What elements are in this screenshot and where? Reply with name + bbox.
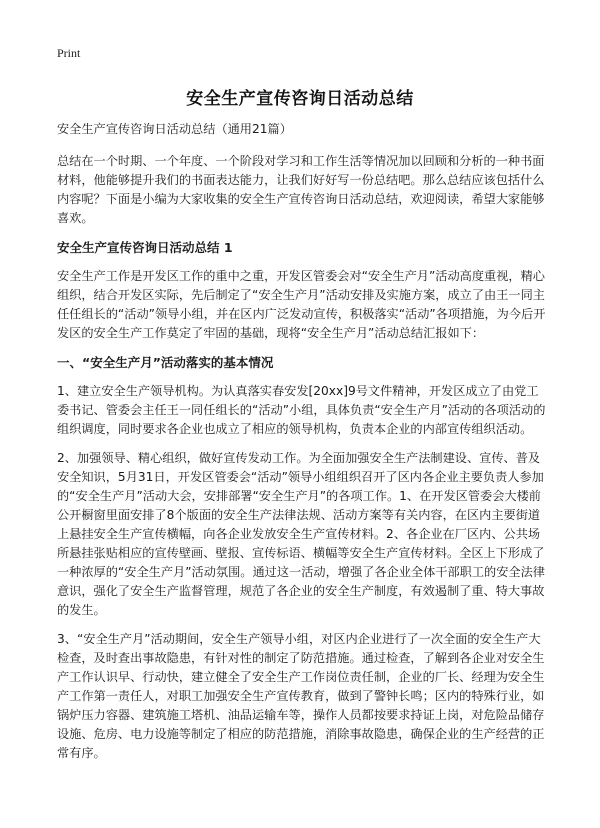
subheading-basic-situation: 一、“安全生产月”活动落实的基本情况 [57, 355, 274, 370]
intro-paragraph: 总结在一个时期、一个年度、一个阶段对学习和工作生活等情况加以回顾和分析的一种书面材料，他能够提升我们的书面表达能力，让我们好好写一份总结吧。那么总结应该包括什么内容呢？下面是小编为大家收集的安全生产宣传咨询日活动总结，欢迎阅读，希望大家能够喜欢。 [57, 154, 545, 225]
section-paragraph: 安全生产工作是开发区工作的重中之重，开发区管委会对“安全生产月”活动高度重视，精心组织，结合开发区实际，先后制定了“安全生产月”活动安排及实施方案，成立了由王一同主任任组长的“活动”领导小组，并在区内广泛发动宣传，积极落实“活动”各项措施，为今后开发区的安全生产工作莫定了牢固的基础，现将“安全生产月”活动总结汇报如下： [57, 269, 546, 340]
document-subtitle: 安全生产宣传咨询日活动总结（通用21篇） [57, 122, 292, 136]
item-paragraph-1: 1、建立安全生产领导机构。为认真落实春安发[20xx]9号文件精神，开发区成立了由党工委书记、管委会主任王一同任组长的“活动”小组，具体负责“安全生产月”活动的各项活动的组织调度，同时要求各企业也成立了相应的领导机构，负责本企业的内部宣传组织活动。 [57, 384, 546, 436]
item-paragraph-3: 3、“安全生产月”活动期间，安全生产领导小组，对区内企业进行了一次全面的安全生产大检查，及时查出事故隐患，有针对性的制定了防范措施。通过检查，了解到各企业对安全生产工作认识早、行动快，建立健全了安全生产工作岗位责任制，企业的厂长、经理为安全生产工作第一责任人，对职工加强安全生产宣传教育，做到了警钟长鸣；区内的特殊行业，如锅炉压力容器、建筑施工塔机、油品运输车等，操作人员都按要求持证上岗，对危险品储存设施、危房、电力设施等制定了相应的防范措施，消除事故隐患，确保企业的生产经营的正常有序。 [57, 632, 545, 760]
item-paragraph-2: 2、加强领导、精心组织，做好宣传发动工作。为全面加强安全生产法制建设、宣传、普及安全知识，5月31日，开发区管委会“活动”领导小组组织召开了区内各企业主要负责人参加的“安全生产月”活动大会，安排部署“安全生产月”的各项工作。1、在开发区管委会大楼前公开橱窗里面安排了8个版面的安全生产法律法规、活动方案等有关内容，在区内主要街道上悬挂安全生产宣传横幅，向各企业发放安全生产宣传材料。2、各企业在厂区内、公共场所悬挂张贴相应的宣传壁画、壁报、宣传标语、横幅等安全生产宣传材料。全区上下形成了一种浓厚的“安全生产月”活动氛围。通过这一活动，增强了各企业全体干部职工的安全法律意识，强化了安全生产监督管理，规范了各企业的安全生产制度，有效遏制了重、特大事故的发生。 [57, 451, 545, 617]
document-body [57, 120, 547, 773]
section-heading: 安全生产宣传咨询日活动总结 1 [57, 240, 233, 255]
print-label: Print [57, 46, 81, 60]
page-title: 安全生产宣传咨询日活动总结 [186, 89, 414, 109]
